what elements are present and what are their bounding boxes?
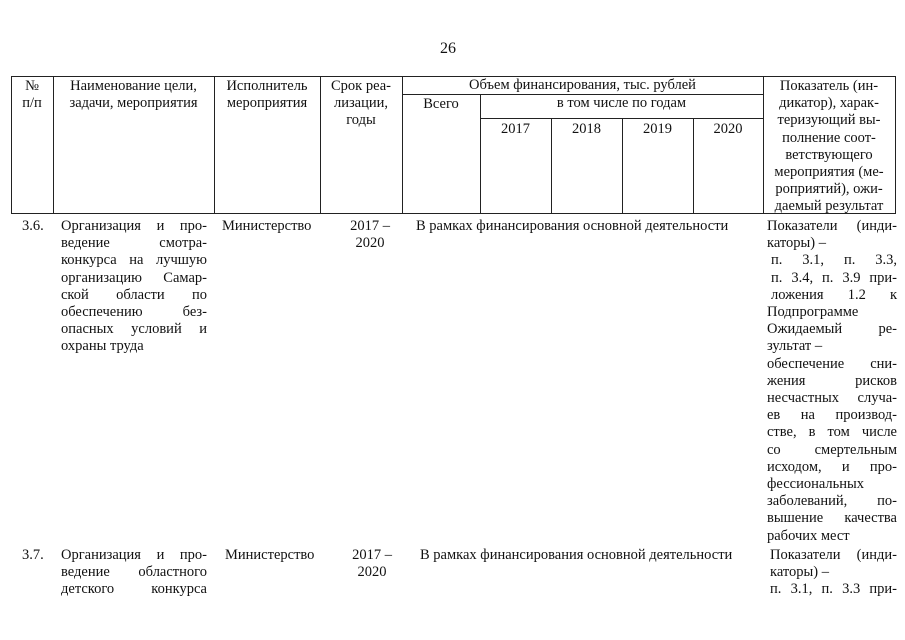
row-term: 2017 – 2020 [352,547,392,581]
row-funding: В рамках финансирования основной деятельности [416,218,729,234]
row-executor: Министерство [225,547,315,563]
row-indicator: Показатели (инди- каторы) – п. 3.1, п. 3.3 при- [770,547,897,598]
header-year-2020: 2020 [713,121,743,137]
header-indicator: Показатель (ин- дикатор), харак- теризующий вы- полнение соот- ветствующего мероприятия (ме- роприятий), ожи- даемый результат [774,78,884,215]
header-year-2018: 2018 [572,121,601,137]
header-total: Всего [423,96,459,112]
header-term: Срок реа- лизации, годы [331,78,391,129]
row-term: 2017 – 2020 [350,218,390,252]
page-number: 26 [440,40,456,57]
row-num: 3.6. [22,218,44,234]
row-funding: В рамках финансирования основной деятельности [420,547,733,563]
row-num: 3.7. [22,547,44,563]
header-funding: Объем финансирования, тыс. рублей [469,77,696,93]
row-indicator: Показатели (инди- каторы) – п. 3.1, п. 3.3, п. 3.4, п. 3.9 при- ложения 1.2 к Подпрограмме Ожидаемый ре- зультат – обеспечение сни- жения рисков несчастных случа- ев на производ- стве, в том числе со смертельным исходом, и про- фессиональных заболеваний, по- вышение качества рабочих мест [767,218,897,544]
header-year-2017: 2017 [501,121,530,137]
header-executor: Исполнитель мероприятия [226,78,308,112]
header-name: Наименование цели, задачи, мероприятия [69,78,198,112]
header-num: № п/п [22,78,42,112]
header-year-2019: 2019 [643,121,672,137]
header-by-years: в том числе по годам [556,95,687,111]
row-name: Организация и про- ведение областного детского конкурса [61,547,207,598]
row-executor: Министерство [222,218,312,234]
table-right-border [895,76,896,214]
row-name: Организация и про- ведение смотра- конкурса на лучшую организацию Самар- ской области по обеспечению без- опасных условий и охраны труда [61,218,207,355]
